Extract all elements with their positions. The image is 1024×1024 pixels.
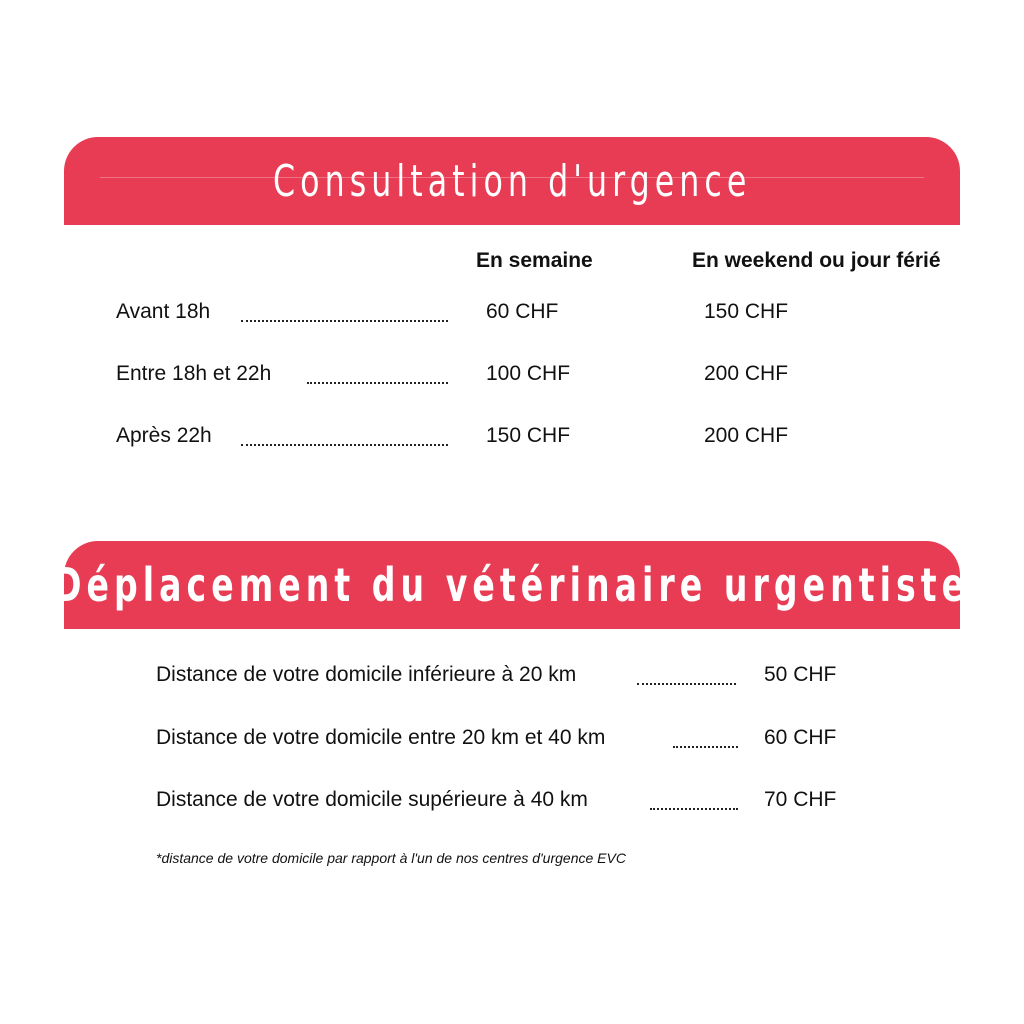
travel-price: 70 CHF — [764, 788, 837, 811]
row-label: Entre 18h et 22h — [116, 362, 272, 385]
travel-row-over-40km — [0, 788, 1024, 818]
row-label: Avant 18h — [116, 300, 211, 323]
weekend-price: 200 CHF — [704, 424, 789, 447]
consultation-banner — [64, 137, 960, 225]
weekday-price: 150 CHF — [486, 424, 571, 447]
row-label: Distance de votre domicile entre 20 km et 40 km — [156, 726, 606, 749]
column-header-weekend: En weekend ou jour férié — [692, 249, 941, 272]
travel-banner — [54, 541, 970, 629]
travel-price: 60 CHF — [764, 726, 837, 749]
consultation-title: Consultation d'urgence — [272, 155, 752, 207]
row-label: Après 22h — [116, 424, 212, 447]
consultation-row-after-22h — [0, 424, 1024, 454]
weekend-price: 150 CHF — [704, 300, 789, 323]
row-label: Distance de votre domicile inférieure à 20 km — [156, 663, 577, 686]
distance-footnote: *distance de votre domicile par rapport à l'un de nos centres d'urgence EVC — [156, 850, 626, 866]
weekend-price: 200 CHF — [704, 362, 789, 385]
row-label: Distance de votre domicile supérieure à 40 km — [156, 788, 588, 811]
column-header-weekday: En semaine — [476, 249, 593, 272]
dot-leader — [241, 444, 448, 446]
travel-price: 50 CHF — [764, 663, 837, 686]
travel-title: Déplacement du vétérinaire urgentiste — [54, 558, 970, 612]
dot-leader — [673, 746, 738, 748]
dot-leader — [637, 683, 736, 685]
dot-leader — [241, 320, 448, 322]
dot-leader — [650, 808, 738, 810]
travel-row-under-20km — [0, 663, 1024, 693]
consultation-row-before-18h — [0, 300, 1024, 330]
weekday-price: 60 CHF — [486, 300, 559, 323]
consultation-row-18h-22h — [0, 362, 1024, 392]
travel-row-20-40km — [0, 726, 1024, 756]
weekday-price: 100 CHF — [486, 362, 571, 385]
dot-leader — [307, 382, 448, 384]
